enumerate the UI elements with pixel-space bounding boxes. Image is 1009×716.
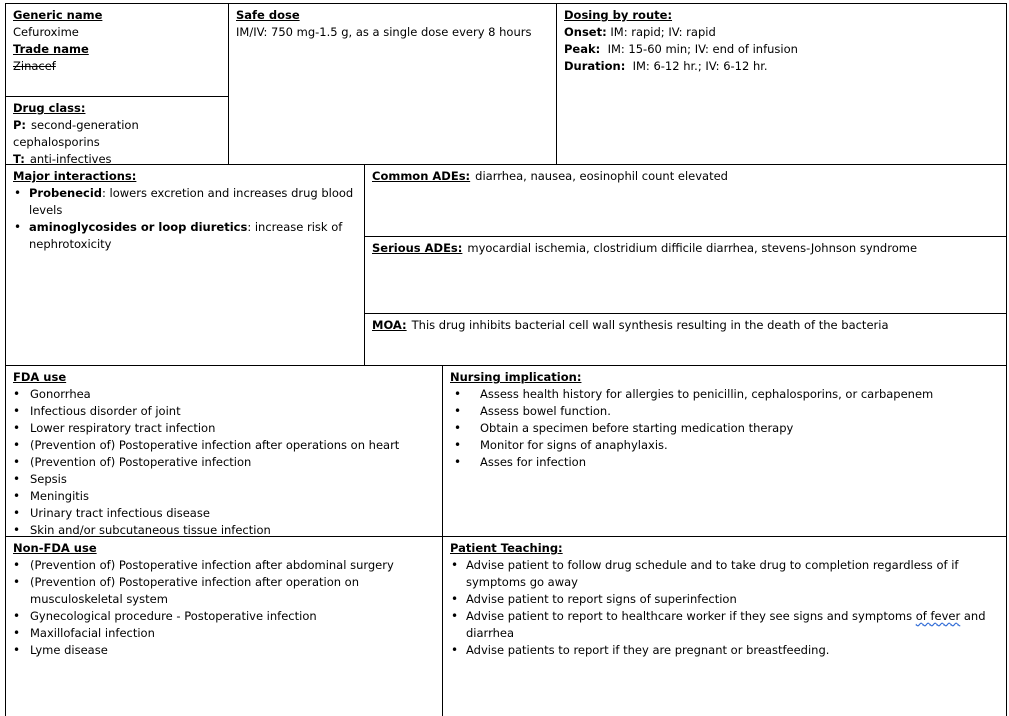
list-item: • Advise patients to report if they are pregnant or breastfeeding. <box>450 642 999 659</box>
list-item: • Obtain a specimen before starting medication therapy <box>450 420 999 437</box>
teaching-list <box>450 557 999 659</box>
list-item: • (Prevention of) Postoperative infection after operation on musculoskeletal system <box>13 574 435 608</box>
safe-dose-value: IM/IV: 750 mg-1.5 g, as a single dose every 8 hours <box>236 25 532 39</box>
list-item: • Monitor for signs of anaphylaxis. <box>450 437 999 454</box>
drug-class-t-value: anti-infectives <box>29 152 112 164</box>
nursing-list <box>450 386 999 471</box>
generic-name-cell <box>6 4 228 96</box>
list-item: • Lyme disease <box>13 642 435 659</box>
teaching-3-part-c: and diarrhea <box>466 609 986 640</box>
list-item: • Advise patient to report signs of superinfection <box>450 591 999 608</box>
peak-row <box>564 41 999 58</box>
list-item <box>450 608 999 642</box>
generic-name-value: Cefuroxime <box>13 25 79 39</box>
list-item: • Infectious disorder of joint <box>13 403 435 420</box>
interaction-2-drug: aminoglycosides or loop diuretics <box>29 220 248 234</box>
fda-use-list <box>13 386 435 536</box>
dosing-cell <box>557 4 1006 164</box>
safe-dose-label: Safe dose <box>236 8 300 22</box>
drug-class-cell <box>6 97 228 164</box>
list-item: • Sepsis <box>13 471 435 488</box>
interaction-1-text: : lowers excretion and increases drug blood levels <box>29 186 354 217</box>
list-item: • Assess bowel function. <box>450 403 999 420</box>
serious-ades-label: Serious ADEs: <box>372 241 463 255</box>
drug-class-t-label: T: <box>13 152 25 164</box>
serious-ades-value: myocardial ischemia, clostridium difficile diarrhea, stevens-Johnson syndrome <box>467 241 918 255</box>
common-ades-cell <box>365 165 1006 236</box>
trade-name-label: Trade name <box>13 42 89 56</box>
serious-ades-cell <box>365 237 1006 313</box>
list-item: • Gynecological procedure - Postoperative infection <box>13 608 435 625</box>
peak-label: Peak: <box>564 42 601 56</box>
drug-class-p-value: second-generation cephalosporins <box>13 118 139 149</box>
duration-value: IM: 6-12 hr.; IV: 6-12 hr. <box>632 59 768 73</box>
safe-dose-cell <box>229 4 556 164</box>
list-item: • Skin and/or subcutaneous tissue infection <box>13 522 435 536</box>
common-ades-label: Common ADEs: <box>372 169 471 183</box>
interactions-list <box>13 185 357 253</box>
teaching-label: Patient Teaching: <box>450 541 563 555</box>
onset-label: Onset: <box>564 25 607 39</box>
drug-class-p-label: P: <box>13 118 27 132</box>
interaction-item <box>13 185 357 219</box>
list-item: • Gonorrhea <box>13 386 435 403</box>
list-item: • Urinary tract infectious disease <box>13 505 435 522</box>
interaction-2-text: : increase risk of nephrotoxicity <box>29 220 343 251</box>
moa-value: This drug inhibits bacterial cell wall synthesis resulting in the death of the bacteria <box>411 318 889 332</box>
teaching-3-part-a: Advise patient to report to healthcare worker if they see signs and symptoms <box>466 609 916 623</box>
trade-name-value: Zinacef <box>13 59 56 73</box>
spellcheck-underlined-text: of fever <box>915 609 961 623</box>
interactions-cell <box>6 165 364 365</box>
list-item: • (Prevention of) Postoperative infection after abdominal surgery <box>13 557 435 574</box>
list-item: • Maxillofacial infection <box>13 625 435 642</box>
fda-use-label: FDA use <box>13 370 67 384</box>
interactions-label: Major interactions: <box>13 169 137 183</box>
onset-row <box>564 24 999 41</box>
moa-label: MOA: <box>372 318 407 332</box>
generic-name-label: Generic name <box>13 8 103 22</box>
list-item: • (Prevention of) Postoperative infection after operations on heart <box>13 437 435 454</box>
list-item: • Lower respiratory tract infection <box>13 420 435 437</box>
fda-use-cell <box>6 366 442 536</box>
duration-label: Duration: <box>564 59 626 73</box>
common-ades-value: diarrhea, nausea, eosinophil count elevated <box>475 169 728 183</box>
list-item: • Meningitis <box>13 488 435 505</box>
onset-value: IM: rapid; IV: rapid <box>610 25 716 39</box>
drug-class-label: Drug class: <box>13 101 86 115</box>
teaching-cell <box>443 537 1006 716</box>
interaction-1-drug: Probenecid <box>29 186 103 200</box>
non-fda-label: Non-FDA use <box>13 541 97 555</box>
moa-cell <box>365 314 1006 365</box>
border-right <box>1006 3 1007 716</box>
list-item: • Advise patient to follow drug schedule and to take drug to completion regardless of if symptoms go away <box>450 557 999 591</box>
drug-class-p-row <box>13 117 221 151</box>
nursing-cell <box>443 366 1006 536</box>
nursing-label: Nursing implication: <box>450 370 582 384</box>
drug-class-t-row <box>13 151 221 164</box>
list-item: • Asses for infection <box>450 454 999 471</box>
list-item: • Assess health history for allergies to penicillin, cephalosporins, or carbapenem <box>450 386 999 403</box>
list-item: • (Prevention of) Postoperative infection <box>13 454 435 471</box>
non-fda-cell <box>6 537 442 716</box>
dosing-label: Dosing by route: <box>564 8 673 22</box>
interaction-item <box>13 219 357 253</box>
duration-row <box>564 58 999 75</box>
non-fda-list <box>13 557 435 659</box>
peak-value: IM: 15-60 min; IV: end of infusion <box>607 42 798 56</box>
